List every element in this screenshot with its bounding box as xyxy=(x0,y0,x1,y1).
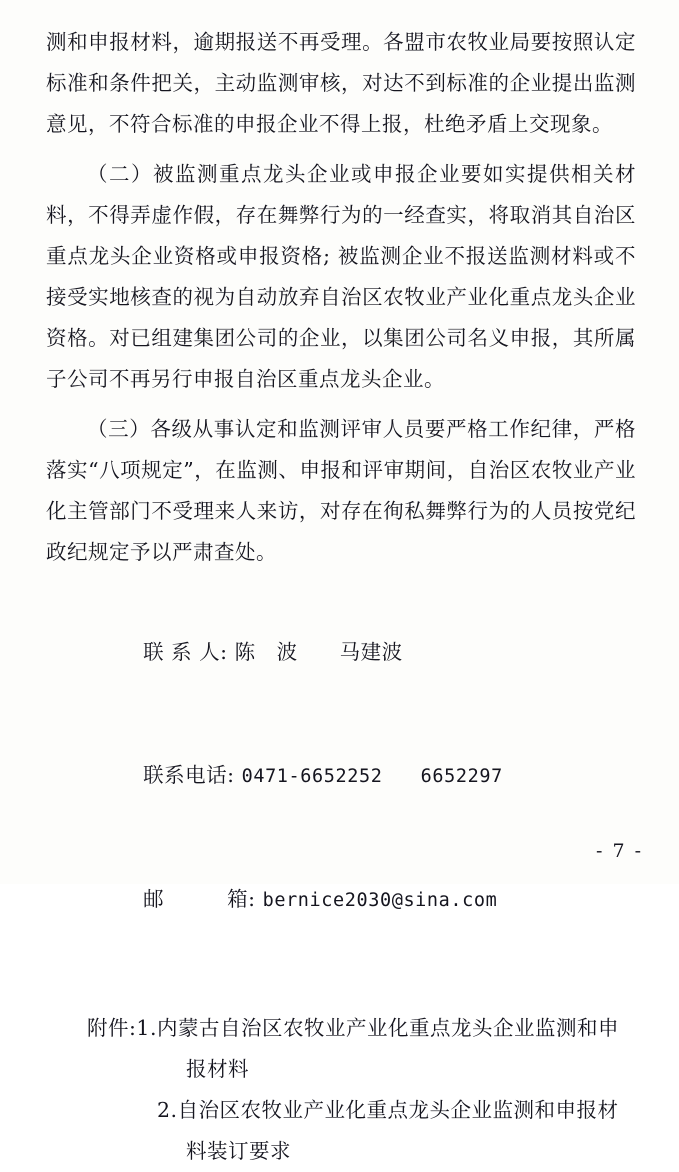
contact-person-value: 陈 波 马建波 xyxy=(234,640,403,664)
document-body xyxy=(46,22,636,1172)
attachment-1-line2: 报材料 xyxy=(186,1057,249,1081)
contact-phone-label: 联系电话: xyxy=(143,763,235,787)
paragraph-item-2: （二）被监测重点龙头企业或申报企业要如实提供相关材料，不得弄虚作假，存在舞弊行为的一经查实，将取消其自治区重点龙头企业资格或申报资格; 被监测企业不报送监测材料或不接受实地核查的视为自动放弃自治区农牧业产业化重点龙头企业资格。对已组建集团公司的企业，以集团公司名义申报，其所属子公司不再另行申报自治区重点龙头企业。 xyxy=(46,162,636,391)
paragraph-continued: 测和申报材料，逾期报送不再受理。各盟市农牧业局要按照认定标准和条件把关，主动监测审核，对达不到标准的企业提出监测意见，不符合标准的申报企业不得上报，杜绝矛盾上交现象。 xyxy=(46,30,636,136)
attachments-label: 附件: xyxy=(87,1016,137,1040)
attachment-1-line1: 内蒙古自治区农牧业产业化重点龙头企业监测和申 xyxy=(156,1016,619,1040)
contact-phone-value: 0471-6652252 6652297 xyxy=(241,766,503,787)
page-number: - 7 - xyxy=(595,840,643,862)
paragraph-spacer xyxy=(46,145,636,154)
attachment-item-2 xyxy=(46,1090,636,1131)
attachment-item-1 xyxy=(46,1008,636,1049)
attachments-block xyxy=(46,1008,636,1172)
attachment-2-line1: 自治区农牧业产业化重点龙头企业监测和申报材 xyxy=(177,1098,619,1122)
contact-person-line xyxy=(46,591,636,714)
contact-phone-line xyxy=(46,714,636,838)
paragraph-item-3: （三）各级从事认定和监测评审人员要严格工作纪律，严格落实“八项规定”，在监测、申报和评审期间，自治区农牧业产业化主管部门不受理来人来访，对存在徇私舞弊行为的人员按党纪政纪规定予以严肃查处。 xyxy=(46,417,636,564)
attachment-2-number: 2. xyxy=(157,1098,178,1122)
contact-block xyxy=(46,591,636,962)
contact-mail-value: bernice2030@sina.com xyxy=(262,890,498,911)
contact-person-label: 联 系 人: xyxy=(143,640,228,664)
contact-mail-label: 邮 箱: xyxy=(143,887,256,911)
paragraph-spacer xyxy=(46,400,636,409)
contact-mail-line xyxy=(46,838,636,962)
attachment-1-number: 1. xyxy=(136,1016,157,1040)
attachment-2-line2: 料装订要求 xyxy=(186,1139,291,1163)
